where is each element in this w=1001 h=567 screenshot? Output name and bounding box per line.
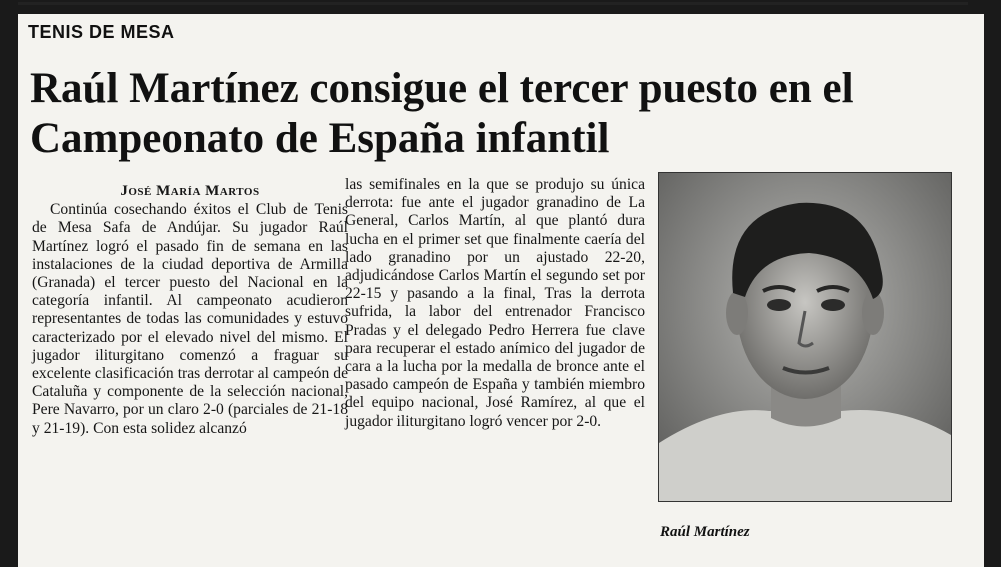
article-text-1: Continúa cosechando éxitos el Club de Tenis de Mesa Safa de Andújar. Su jugador Raúl Martínez logró el pasado fin de semana en las instalaciones de la ciudad deportiva de Armilla (Granada) el tercer puesto del Nacional en la categoría infantil. Al campeonato acudieron representantes de todas las comunidades y estuvo caracterizado por el elevado nivel del mismo. El jugador iliturgitano comenzó a fraguar su excelente clasificación tras derrotar al campeón de Cataluña y componente de la selección nacional, Pere Navarro, por un claro 2-0 (parciales de 21-18 y 21-19). Con esta solidez alcanzó	[32, 201, 348, 437]
article-text-2: las semifinales en la que se produjo su única derrota: fue ante el jugador granadino de La General, Carlos Martín, al que plantó dura lucha en el primer set que finalmente caería del lado granadino por un ajustado 22-20, adjudicándose Carlos Martín el segundo set por 22-15 y pasando a la final, Tras la derrota sufrida, la labor del entrenador Francisco Pradas y el delegado Pedro Herrera fue clave para recuperar el estado anímico del jugador de cara a la lucha por la medalla de bronce ante el pasado campeón de España y también miembro del equipo nacional, José Ramírez, al que el jugador iliturgitano logró vencer por 2-0.	[345, 176, 645, 430]
photo-caption: Raúl Martínez	[660, 524, 750, 540]
article-column-1	[32, 182, 348, 438]
headline: Raúl Martínez consigue el tercer puesto en el Campeonato de España infantil	[30, 65, 854, 162]
section-label: TENIS DE MESA	[28, 22, 175, 42]
portrait-image	[659, 173, 951, 501]
article-column-2	[345, 176, 645, 431]
portrait-photo	[658, 172, 952, 502]
scan-border-right	[984, 0, 1001, 567]
byline: José María Martos	[120, 183, 260, 199]
scan-border-left	[0, 0, 18, 567]
top-rule	[18, 2, 968, 5]
